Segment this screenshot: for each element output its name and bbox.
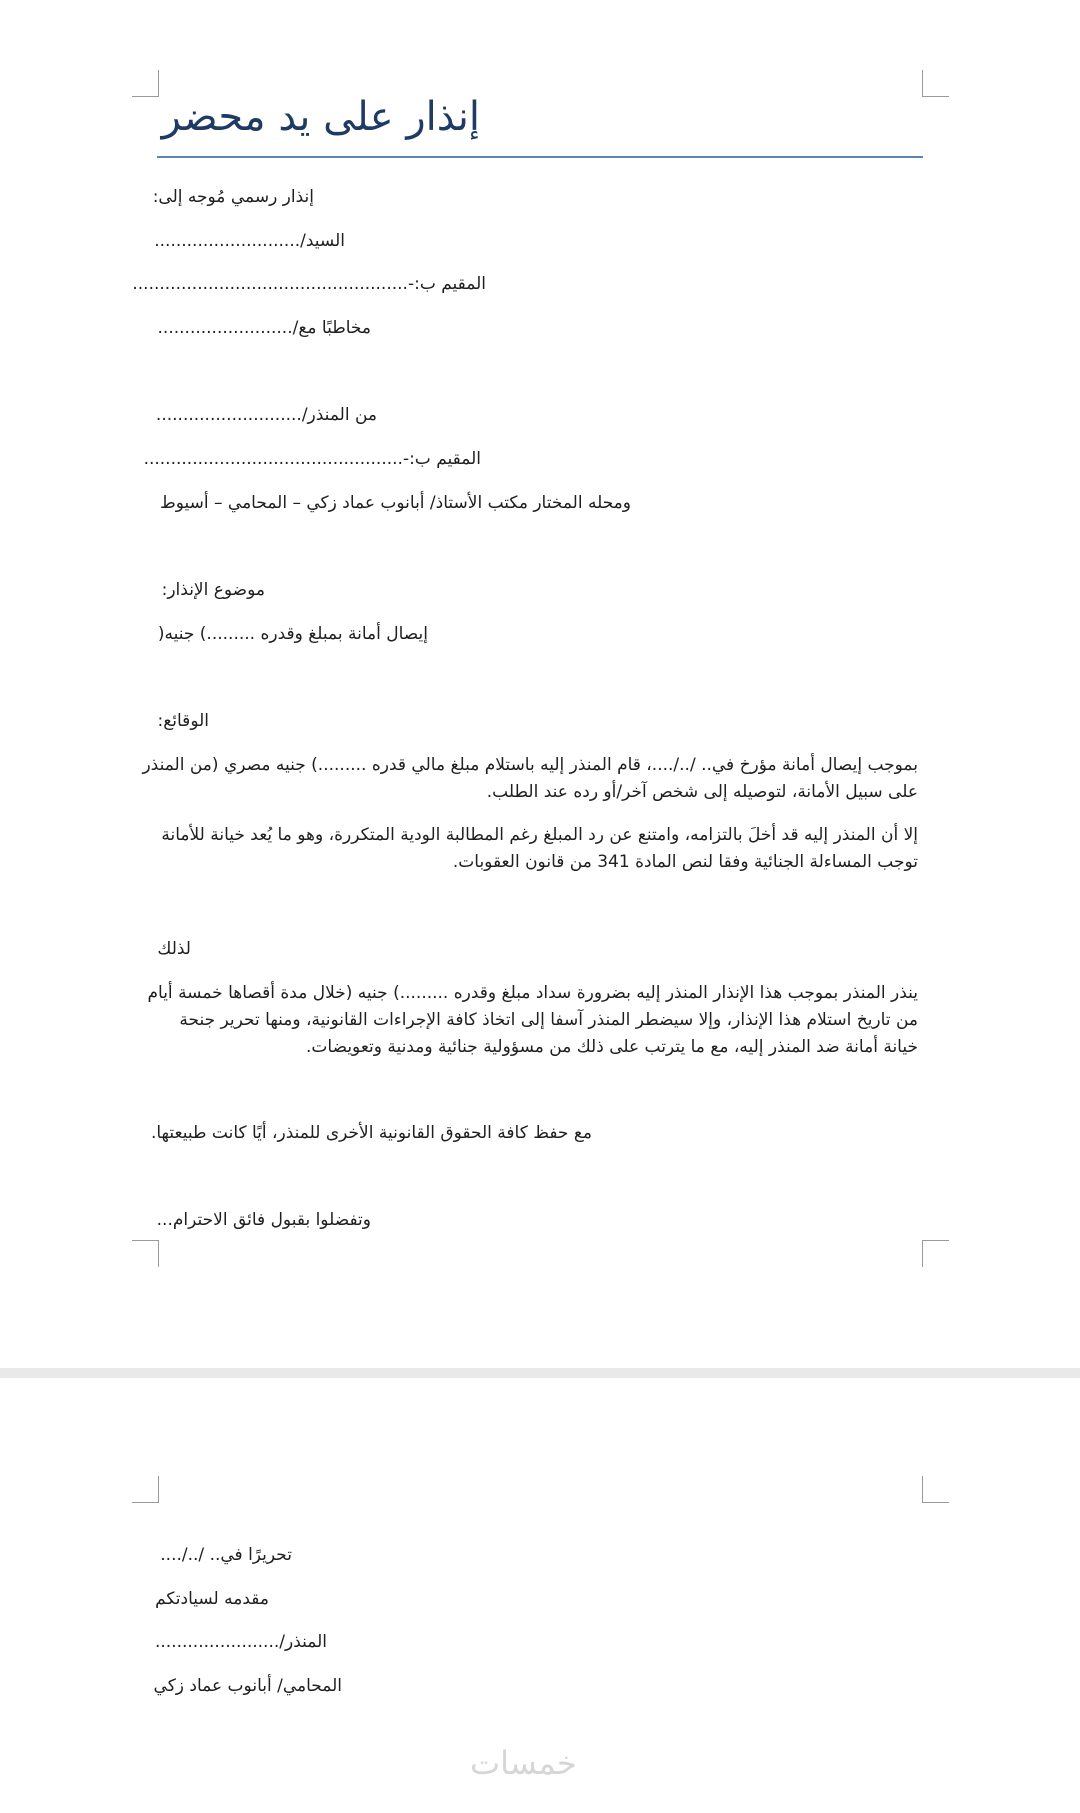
addressee-mr: السيد/........................... bbox=[154, 231, 345, 251]
addressee-residing: المقيم ب:-................................................... bbox=[132, 274, 486, 294]
page-separator bbox=[0, 1368, 1080, 1378]
facts-p1-line-2: على سبيل الأمانة، لتوصيله إلى شخص آخر/أو رده عند الطلب. bbox=[486, 782, 918, 802]
addressee-addressed-with: مخاطبًا مع/......................... bbox=[157, 318, 371, 338]
therefore-heading: لذلك bbox=[157, 939, 191, 959]
rights-reserved: مع حفظ كافة الحقوق القانونية الأخرى للمنذر، أيًا كانت طبيعتها. bbox=[150, 1123, 592, 1143]
crop-mark-bottom-right bbox=[922, 1240, 949, 1267]
signature-date: تحريرًا في.. /../.... bbox=[160, 1545, 292, 1565]
signature-sender: المنذر/....................... bbox=[154, 1632, 327, 1652]
facts-p2-line-2: توجب المساءلة الجنائية وفقا لنص المادة 341 من قانون العقوبات. bbox=[452, 852, 918, 872]
therefore-line-1: ينذر المنذر بموجب هذا الإنذار المنذر إليه بضرورة سداد مبلغ وقدره .........) جنيه (خلال مدة أقصاها خمسة أيام bbox=[147, 983, 918, 1003]
signature-submitted: مقدمه لسيادتكم bbox=[155, 1589, 269, 1609]
facts-p1-line-1: بموجب إيصال أمانة مؤرخ في.. /../....، قام المنذر إليه باستلام مبلغ مالي قدره .........) جنيه مصري (من المنذر bbox=[142, 755, 918, 775]
sender-residing: المقيم ب:-................................................ bbox=[143, 449, 481, 469]
therefore-line-2: من تاريخ استلام هذا الإنذار، وإلا سيضطر المنذر آسفا إلى اتخاذ كافة الإجراءات القانونية، ومنها تحرير جنحة bbox=[179, 1010, 918, 1030]
therefore-line-3: خيانة أمانة ضد المنذر إليه، مع ما يترتب على ذلك من مسؤولية جنائية ومدنية وتعويضات. bbox=[305, 1037, 918, 1057]
closing-line: وتفضلوا بقبول فائق الاحترام... bbox=[156, 1210, 371, 1230]
therefore-paragraph bbox=[147, 980, 918, 1061]
facts-paragraph-2 bbox=[158, 822, 918, 876]
subject-text: إيصال أمانة بمبلغ وقدره .........) جنيه( bbox=[157, 624, 428, 644]
subject-heading: موضوع الإنذار: bbox=[161, 580, 265, 600]
sender-from: من المنذر/........................... bbox=[155, 405, 377, 425]
facts-p2-line-1: إلا أن المنذر إليه قد أخلَ بالتزامه، وامتنع عن رد المبلغ رغم المطالبة الودية المتكررة، وهو ما يُعد خيانة للأمانة bbox=[161, 825, 918, 845]
document-title: إنذار على يد محضر bbox=[161, 94, 480, 140]
title-underline bbox=[157, 156, 923, 158]
facts-heading: الوقائع: bbox=[157, 711, 209, 731]
signature-lawyer: المحامي/ أبانوب عماد زكي bbox=[153, 1676, 342, 1696]
facts-paragraph-1 bbox=[142, 752, 918, 806]
crop-mark-top-right-p2 bbox=[922, 1476, 949, 1503]
crop-mark-top-left bbox=[132, 70, 159, 97]
addressee-heading: إنذار رسمي مُوجه إلى: bbox=[152, 187, 314, 207]
crop-mark-top-left-p2 bbox=[132, 1476, 159, 1503]
khamsat-watermark: خمسات bbox=[470, 1744, 577, 1782]
crop-mark-bottom-left bbox=[132, 1240, 159, 1267]
sender-chosen-office: ومحله المختار مكتب الأستاذ/ أبانوب عماد زكي – المحامي – أسيوط bbox=[160, 493, 631, 513]
crop-mark-top-right bbox=[922, 70, 949, 97]
